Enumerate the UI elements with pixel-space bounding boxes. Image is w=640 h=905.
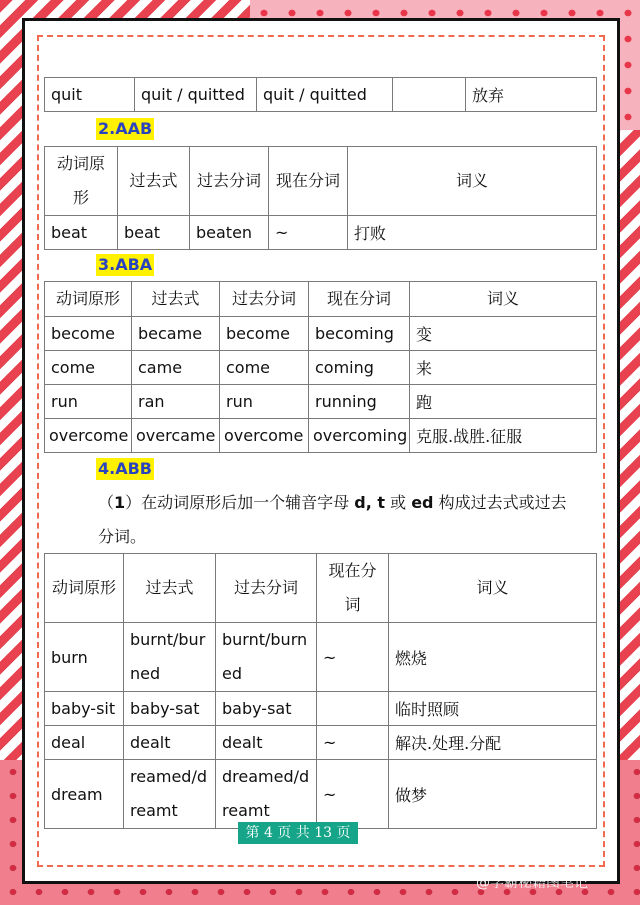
cell: 变 bbox=[410, 317, 597, 351]
paragraph-text: 或 bbox=[385, 493, 412, 512]
cell: coming bbox=[309, 351, 410, 385]
table-row bbox=[45, 216, 597, 250]
cell: dealt bbox=[124, 726, 216, 760]
paragraph-text: ）在动词原形后加一个辅音字母 bbox=[125, 493, 355, 512]
column-header: 现在分词 bbox=[309, 282, 410, 317]
cell: dealt bbox=[216, 726, 317, 760]
cell: ~ bbox=[317, 623, 389, 692]
cell: running bbox=[309, 385, 410, 419]
cell: quit bbox=[45, 78, 135, 112]
cell: baby-sat bbox=[216, 692, 317, 726]
cell: 做梦 bbox=[389, 760, 597, 829]
cell: came bbox=[132, 351, 220, 385]
table-row bbox=[45, 78, 597, 112]
cell: reamed/dreamt bbox=[124, 760, 216, 829]
cell: overcome bbox=[220, 419, 309, 453]
table-row bbox=[45, 419, 597, 453]
cell: quit / quitted bbox=[257, 78, 393, 112]
cell: beaten bbox=[190, 216, 269, 250]
cell: became bbox=[132, 317, 220, 351]
table-row bbox=[45, 726, 597, 760]
table-header-row bbox=[45, 282, 597, 317]
cell: come bbox=[45, 351, 132, 385]
cell: 燃烧 bbox=[389, 623, 597, 692]
cell: run bbox=[220, 385, 309, 419]
cell: overcoming bbox=[309, 419, 410, 453]
cell: deal bbox=[45, 726, 124, 760]
column-header: 动词原形 bbox=[45, 282, 132, 317]
cell: ~ bbox=[317, 760, 389, 829]
cell: burnt/burned bbox=[216, 623, 317, 692]
cell: burn bbox=[45, 623, 124, 692]
cell: dream bbox=[45, 760, 124, 829]
paragraph-number: 1 bbox=[114, 493, 126, 512]
paragraph-text: （ bbox=[98, 493, 115, 512]
table-row bbox=[45, 760, 597, 829]
cell: dreamed/dreamt bbox=[216, 760, 317, 829]
cell: burnt/burned bbox=[124, 623, 216, 692]
table-row bbox=[45, 692, 597, 726]
paragraph-letters: d, t bbox=[354, 493, 385, 512]
column-header: 过去式 bbox=[132, 282, 220, 317]
cell: run bbox=[45, 385, 132, 419]
column-header: 过去式 bbox=[118, 147, 190, 216]
section-heading-aba: 3.ABA bbox=[98, 255, 153, 274]
cell: 临时照顾 bbox=[389, 692, 597, 726]
table-continuation bbox=[44, 77, 597, 112]
cell: become bbox=[220, 317, 309, 351]
cell: 解决.处理.分配 bbox=[389, 726, 597, 760]
cell: 来 bbox=[410, 351, 597, 385]
cell: come bbox=[220, 351, 309, 385]
table-header-row bbox=[45, 554, 597, 623]
watermark: @学霸秘籍图笔记 bbox=[476, 875, 588, 891]
column-header: 词义 bbox=[348, 147, 597, 216]
column-header: 过去分词 bbox=[190, 147, 269, 216]
page-number: 第 4 页 共 13 页 bbox=[238, 822, 358, 844]
cell: beat bbox=[118, 216, 190, 250]
cell: becoming bbox=[309, 317, 410, 351]
cell: overcome bbox=[45, 419, 132, 453]
table-row bbox=[45, 623, 597, 692]
column-header: 过去式 bbox=[124, 554, 216, 623]
rule-paragraph bbox=[98, 486, 568, 554]
cell: ran bbox=[132, 385, 220, 419]
cell: 打败 bbox=[348, 216, 597, 250]
table-row bbox=[45, 385, 597, 419]
column-header: 现在分词 bbox=[269, 147, 348, 216]
cell: 克服.战胜.征服 bbox=[410, 419, 597, 453]
cell: 跑 bbox=[410, 385, 597, 419]
column-header: 现在分词 bbox=[317, 554, 389, 623]
column-header: 动词原形 bbox=[45, 147, 118, 216]
cell: ~ bbox=[317, 726, 389, 760]
section-heading-abb: 4.ABB bbox=[98, 459, 152, 478]
paragraph-suffix: ed bbox=[411, 493, 434, 512]
cell: baby-sat bbox=[124, 692, 216, 726]
column-header: 过去分词 bbox=[216, 554, 317, 623]
table-aba bbox=[44, 281, 597, 453]
table-row bbox=[45, 351, 597, 385]
column-header: 动词原形 bbox=[45, 554, 124, 623]
cell bbox=[317, 692, 389, 726]
cell: beat bbox=[45, 216, 118, 250]
cell: ~ bbox=[269, 216, 348, 250]
cell: quit / quitted bbox=[135, 78, 257, 112]
column-header: 过去分词 bbox=[220, 282, 309, 317]
table-row bbox=[45, 317, 597, 351]
table-header-row bbox=[45, 147, 597, 216]
section-heading-aab: 2.AAB bbox=[98, 119, 153, 138]
cell: baby-sit bbox=[45, 692, 124, 726]
cell: overcame bbox=[132, 419, 220, 453]
cell bbox=[393, 78, 466, 112]
table-abb bbox=[44, 553, 597, 829]
table-aab bbox=[44, 146, 597, 250]
cell: become bbox=[45, 317, 132, 351]
column-header: 词义 bbox=[389, 554, 597, 623]
paragraph-text: 构成过去式或过去分词。 bbox=[98, 493, 567, 546]
cell: 放弃 bbox=[466, 78, 597, 112]
column-header: 词义 bbox=[410, 282, 597, 317]
